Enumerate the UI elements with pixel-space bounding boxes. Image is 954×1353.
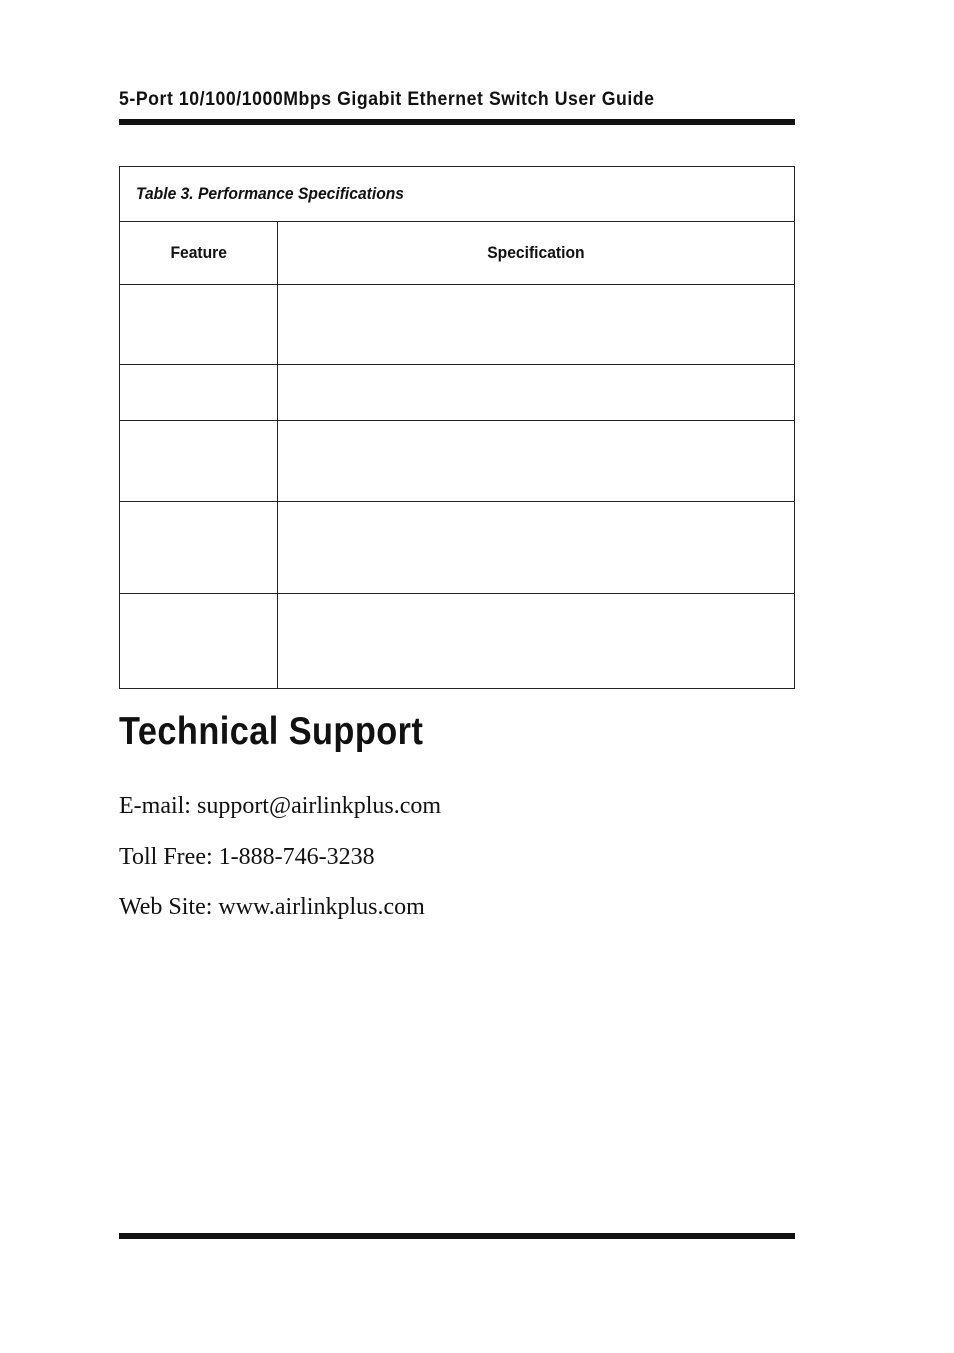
feature-cell xyxy=(120,365,278,421)
table-row xyxy=(120,365,795,421)
specification-cell xyxy=(278,421,795,502)
table-row xyxy=(120,502,795,594)
footer-rule xyxy=(119,1233,795,1239)
page-header-title: 5-Port 10/100/1000Mbps Gigabit Ethernet Switch User Guide xyxy=(119,89,655,110)
header-rule xyxy=(119,119,795,125)
column-header-feature: Feature xyxy=(120,222,278,285)
table-row xyxy=(120,421,795,502)
support-website: Web Site: www.airlinkplus.com xyxy=(119,894,425,920)
feature-cell xyxy=(120,594,278,689)
table-caption: Table 3. Performance Specifications xyxy=(120,167,795,222)
feature-cell xyxy=(120,502,278,594)
specification-cell xyxy=(278,285,795,365)
table-caption-row xyxy=(120,167,795,222)
feature-cell xyxy=(120,285,278,365)
table-row xyxy=(120,594,795,689)
support-toll-free: Toll Free: 1-888-746-3238 xyxy=(119,844,375,870)
support-email: E-mail: support@airlinkplus.com xyxy=(119,793,442,819)
section-title-technical-support: Technical Support xyxy=(119,710,424,753)
specification-cell xyxy=(278,502,795,594)
specification-cell xyxy=(278,594,795,689)
feature-cell xyxy=(120,421,278,502)
table-header-row xyxy=(120,222,795,285)
table-row xyxy=(120,285,795,365)
specification-cell xyxy=(278,365,795,421)
performance-specifications-table xyxy=(119,166,795,689)
column-header-specification: Specification xyxy=(278,222,795,285)
